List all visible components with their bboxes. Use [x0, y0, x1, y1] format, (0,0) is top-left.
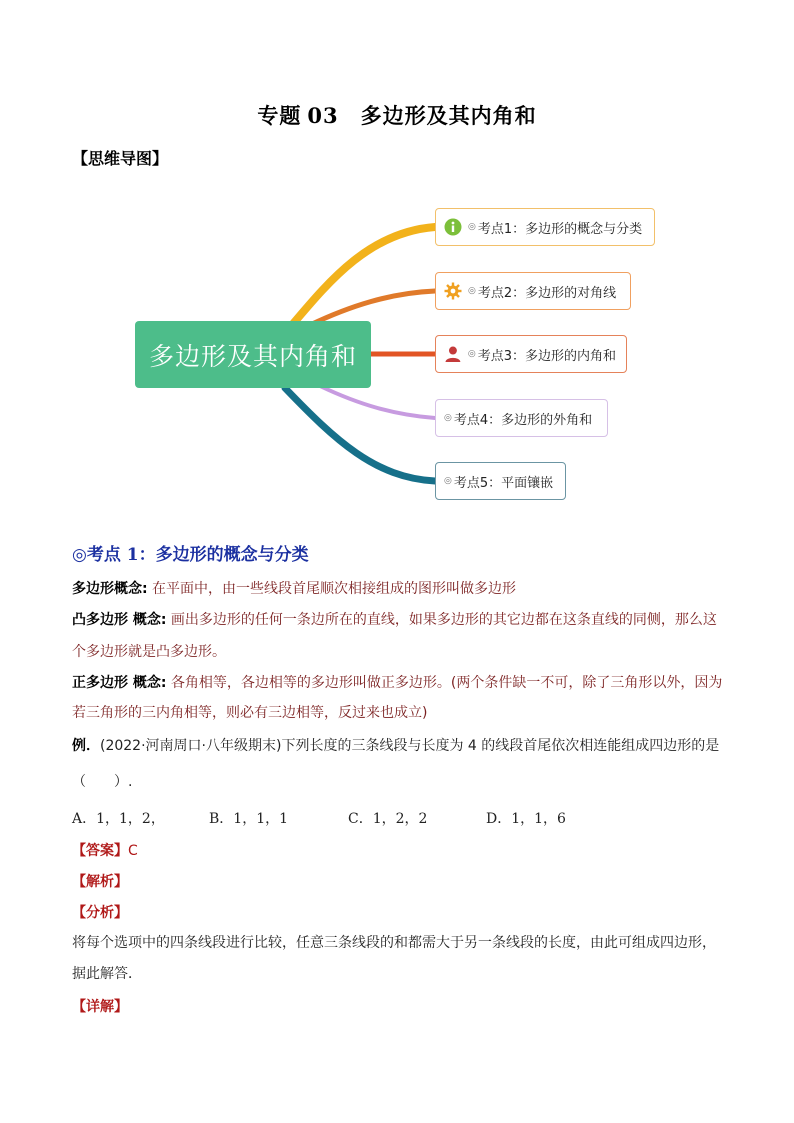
- mindmap-label: 【思维导图】: [72, 149, 169, 168]
- mindmap-connectors: [0, 195, 794, 515]
- polygon-def: 在平面中，由一些线段首尾顺次相接组成的图形叫做多边形: [147, 581, 517, 597]
- convex-def-line-2: 个多边形就是凸多边形。: [72, 644, 226, 660]
- mindmap-center-node: 多边形及其内角和: [135, 321, 371, 388]
- title-text: 多边形及其内角和: [360, 103, 537, 128]
- branch-marker: ◎: [444, 413, 452, 423]
- branch-marker: ◎: [468, 222, 476, 232]
- gear-icon: [444, 282, 462, 300]
- title-prefix: 专题: [257, 103, 302, 128]
- connector-branch-1: [292, 227, 435, 325]
- answer-tag: 【答案】: [72, 843, 128, 859]
- polygon-term: 多边形概念:: [72, 581, 148, 597]
- analysis-text-line-2: 据此解答．: [72, 966, 142, 982]
- regular-definition: [72, 673, 732, 693]
- analysis-tag: 【解析】: [72, 874, 128, 890]
- convex-term: 凸多边形 概念:: [72, 612, 167, 628]
- info-icon: [444, 218, 462, 236]
- convex-definition: [72, 610, 732, 630]
- regular-def-line-1: 各角相等，各边相等的多边形叫做正多边形。(两个条件缺一不可，除了三角形以外，因为: [166, 675, 723, 691]
- page-title: [0, 100, 794, 130]
- mindmap-branch-4: [435, 399, 608, 437]
- connector-branch-4: [320, 386, 435, 418]
- topic-heading: ◎考点 1：多边形的概念与分类: [72, 545, 309, 565]
- branch-label: 考点4：多边形的外角和: [453, 412, 593, 428]
- example-question: [72, 736, 732, 756]
- regular-def-line-2: 若三角形的三内角相等，则必有三边相等，反过来也成立): [72, 705, 428, 721]
- mindmap-branch-2: [435, 272, 631, 310]
- branch-label: 考点3：多边形的内角和: [477, 348, 616, 364]
- branch-label: 考点2：多边形的对角线: [477, 285, 617, 301]
- example-prefix: 例．: [72, 738, 100, 754]
- branch-marker: ◎: [444, 476, 452, 486]
- branch-label: 考点5：平面镶嵌: [453, 475, 554, 491]
- person-icon: [444, 345, 462, 363]
- title-number: 03: [307, 103, 339, 128]
- mindmap-branch-3: [435, 335, 627, 373]
- option-b: B．1，1，1: [209, 811, 289, 827]
- analysis-text-line-1: 将每个选项中的四条线段进行比较，任意三条线段的和都需大于另一条线段的长度，由此可组成四边形，: [72, 935, 716, 951]
- example-source: (2022·河南周口·八年级期末): [100, 738, 282, 754]
- regular-term: 正多边形 概念:: [72, 675, 167, 691]
- analysis2-tag: 【分析】: [72, 905, 128, 921]
- convex-def-line-1: 画出多边形的任何一条边所在的直线，如果多边形的其它边都在这条直线的同侧，那么这: [166, 612, 717, 628]
- branch-marker: ◎: [468, 286, 476, 296]
- mindmap-branch-1: [435, 208, 655, 246]
- option-a: A．1，1，2，: [72, 811, 165, 827]
- branch-label: 考点1：多边形的概念与分类: [477, 221, 643, 237]
- mindmap-branch-5: [435, 462, 566, 500]
- polygon-definition: [72, 579, 732, 599]
- answer-row: [72, 840, 138, 860]
- answer-value: C: [128, 843, 138, 859]
- option-c: C．1，2，2: [348, 811, 428, 827]
- connector-branch-2: [310, 291, 435, 325]
- detail-tag: 【详解】: [72, 999, 128, 1015]
- option-d: D．1，1，6: [486, 811, 566, 827]
- branch-marker: ◎: [467, 349, 476, 359]
- example-text: 下列长度的三条线段与长度为 4 的线段首尾依次相连能组成四边形的是: [281, 738, 720, 754]
- example-blank: （ ）.: [72, 774, 133, 790]
